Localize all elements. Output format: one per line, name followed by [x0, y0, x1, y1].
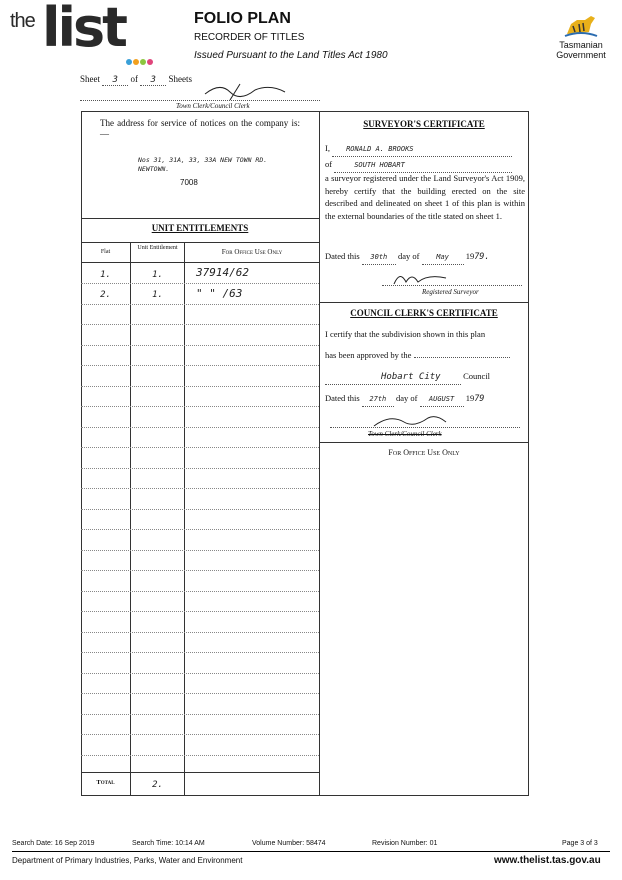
revision-number: Revision Number: 01 [372, 840, 438, 847]
table-row-rule [81, 611, 319, 612]
row2-office: " " /63 [196, 287, 243, 300]
surveyor-month: May [422, 251, 464, 265]
logo-dot [133, 59, 139, 65]
logo-dot [147, 59, 153, 65]
address-handwritten: Nos 31, 31A, 33, 33A NEW TOWN RD. NEWTOWN. [138, 156, 268, 173]
tasmanian-government-logo [548, 6, 614, 60]
total-label: Total [96, 779, 115, 786]
table-row-rule [81, 714, 319, 715]
table-row-rule [81, 406, 319, 407]
column-divider-2 [184, 242, 185, 796]
department-name: Department of Primary Industries, Parks, Water and Environment [12, 856, 243, 865]
surveyor-signature-line [382, 285, 522, 286]
table-row-rule [81, 365, 319, 366]
ue-header-rule [81, 242, 319, 243]
clerk-signature [200, 80, 290, 102]
council-dayof-label: day of [395, 393, 418, 403]
sheets-label: Sheets [168, 74, 192, 84]
surveyor-sig-label: Registered Surveyor [422, 288, 479, 296]
table-row-rule [81, 632, 319, 633]
column-divider-1 [130, 242, 131, 796]
search-date: Search Date: 16 Sep 2019 [12, 840, 95, 847]
volume-number: Volume Number: 58474 [252, 840, 326, 847]
council-clerk-signature [370, 410, 450, 432]
council-signature-line [330, 427, 520, 428]
table-row-rule [81, 468, 319, 469]
logo-dots [126, 52, 154, 70]
total-value: 2. [152, 780, 163, 790]
table-row-rule [81, 509, 319, 510]
council-day: 27th [362, 393, 394, 407]
gov-line1: Tasmanian [559, 40, 603, 50]
council-certificate-title: COUNCIL CLERK'S CERTIFICATE [350, 308, 498, 318]
office-use-label: For Office Use Only [388, 448, 460, 457]
surveyor-body: a surveyor registered under the Land Surveyor's Act 1909, hereby certify that the building erected on the site described and delineated on sheet 1 of this plan is within the external boundaries of the title stated on sheet 1. [325, 173, 525, 221]
document-title: FOLIO PLAN [194, 10, 291, 27]
table-row-rule [81, 427, 319, 428]
table-row-rule [81, 324, 319, 325]
website-link[interactable]: www.thelist.tas.gov.au [494, 855, 601, 866]
council-line1: I certify that the subdivision shown in this plan [325, 329, 486, 339]
table-row-rule [81, 345, 319, 346]
council-year: 79 [474, 394, 485, 404]
tasmanian-tiger-icon [561, 6, 601, 40]
council-name-line [325, 370, 525, 385]
surveyor-i-label: I, [325, 143, 330, 153]
logo-the-text: the [10, 10, 35, 32]
sheet-line [80, 74, 192, 86]
table-row-rule [81, 673, 319, 674]
council-month: AUGUST [420, 393, 464, 407]
table-row-rule [81, 652, 319, 653]
search-time: Search Time: 10:14 AM [132, 840, 205, 847]
footer-rule [12, 851, 610, 852]
table-row-rule [81, 488, 319, 489]
row1-office: 37914/62 [196, 266, 249, 279]
row2-unit: 1. [152, 290, 163, 300]
row1-unit: 1. [152, 270, 163, 280]
surveyor-year: 79. [474, 252, 490, 262]
address-text: The address for service of notices on the company is:— [100, 118, 300, 139]
office-section-rule [319, 442, 529, 443]
surveyor-certificate-title: SURVEYOR'S CERTIFICATE [363, 119, 485, 129]
surveyor-name-line [325, 142, 525, 157]
sheet-number: 3 [102, 75, 128, 86]
table-row-rule [81, 591, 319, 592]
council-line2: has been approved by the [325, 350, 412, 360]
table-row-rule [81, 755, 319, 756]
table-row-rule [81, 386, 319, 387]
logo-list-text: list [42, 0, 125, 59]
row1-flat: 1. [100, 270, 111, 280]
sheet-total: 3 [140, 75, 166, 86]
total-rule [81, 772, 319, 773]
surveyor-of-label: of [325, 159, 333, 169]
ue-top-rule [81, 218, 319, 219]
unit-entitlements-title: UNIT ENTITLEMENTS [151, 223, 249, 233]
surveyor-dayof-label: day of [397, 251, 420, 261]
table-row-rule [81, 570, 319, 571]
col-flat-header: Flat [100, 249, 111, 255]
address-postcode: 7008 [180, 178, 198, 187]
surveyor-of-line [325, 158, 525, 173]
council-section-rule [319, 302, 529, 303]
ue-header-rule-2 [81, 262, 319, 263]
document-subtitle: RECORDER OF TITLES [194, 32, 305, 43]
council-year-prefix: 19 [465, 393, 475, 403]
table-row-rule [81, 734, 319, 735]
table-row-rule [81, 550, 319, 551]
surveyor-name: RONALD A. BROOKS [332, 143, 512, 157]
table-row-rule [81, 304, 319, 305]
surveyor-day: 30th [362, 251, 396, 265]
council-dated-line [325, 392, 525, 407]
surveyor-dated-label: Dated this [325, 251, 360, 261]
logo-dot [126, 59, 132, 65]
clerk-signature-line [80, 100, 320, 101]
sheet-of-label: of [130, 74, 138, 84]
council-dated-label: Dated this [325, 393, 360, 403]
surveyor-dated-line [325, 250, 525, 265]
gov-line2: Government [556, 50, 606, 60]
page-number: Page 3 of 3 [562, 840, 598, 847]
surveyor-of-place: SOUTH HOBART [334, 159, 512, 173]
table-row-rule [81, 529, 319, 530]
logo-dot [140, 59, 146, 65]
council-line2-dots [414, 357, 510, 358]
document-act: Issued Pursuant to the Land Titles Act 1980 [194, 50, 388, 61]
surveyor-year-prefix: 19 [465, 251, 475, 261]
council-label: Council [463, 371, 491, 381]
council-line2-wrap [325, 349, 525, 362]
thelist-logo [8, 0, 158, 62]
sheet-label: Sheet [80, 74, 100, 84]
table-row-rule [81, 283, 319, 284]
col-unit-header: Unit Entitlement [137, 245, 178, 251]
council-sig-label: Town Clerk/Council Clerk [368, 430, 442, 438]
col-office-header: For Office Use Only [221, 248, 283, 256]
council-name: Hobart City [325, 371, 461, 385]
clerk-label: Town Clerk/Council Clerk [176, 102, 250, 110]
table-row-rule [81, 447, 319, 448]
row2-flat: 2. [100, 290, 111, 300]
table-row-rule [81, 693, 319, 694]
